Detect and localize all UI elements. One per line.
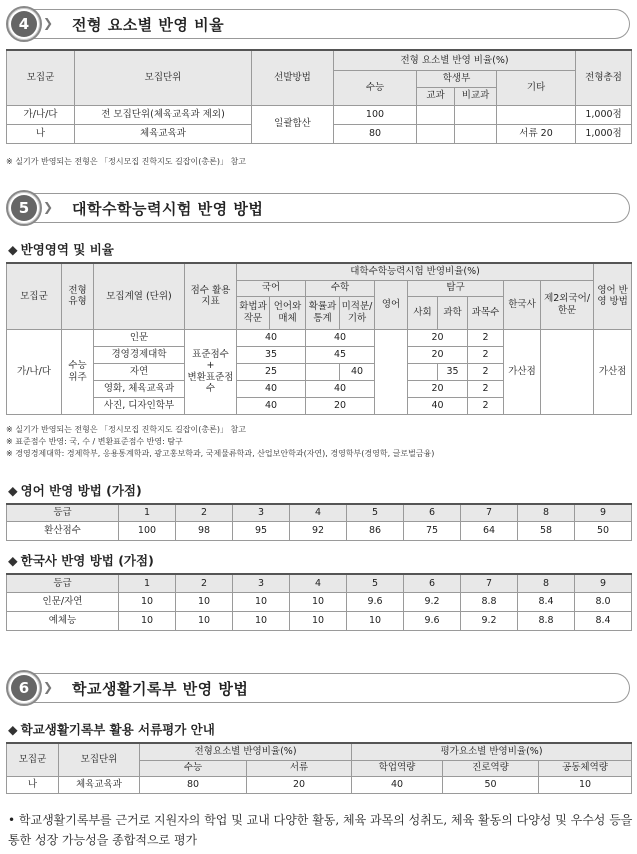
header-career: 진로역량: [443, 760, 539, 776]
section-title: 대학수학능력시험 반영 방법: [72, 200, 264, 218]
header-school: 학생부: [417, 70, 497, 87]
cell-korean: 35: [237, 346, 306, 363]
cell-math: 20: [306, 397, 375, 414]
header-field: 모집계열 (단위): [94, 263, 185, 329]
table-row: 예체능 10 10 10 10 10 9.6 9.2 8.8 8.4: [7, 611, 632, 630]
header-group: 모집군: [7, 743, 59, 776]
sub-heading-english: ◆ 영어 반영 방법 (가점): [8, 483, 142, 498]
cell-subject: [417, 105, 455, 124]
header-ratio: 대학수학능력시험 반영비율(%): [237, 263, 594, 280]
sub-heading-area-ratio: ◆ 반영영역 및 비율: [8, 242, 114, 257]
history-bonus-table: 등급 1 2 3 4 5 6 7 8 9 인문/자연 10 10 10 10 9.6 9.2 8.8 8.4 8.0 예체능 10 10 10 10 10 9.6 9.2 8.8 8.4: [6, 573, 632, 631]
table-row: [7, 329, 632, 346]
cell-score: 표준점수 + 변환표준점수: [185, 329, 237, 414]
cell-history: 가산점: [504, 329, 541, 414]
cell-subject: [417, 124, 455, 143]
cell-unit: 전 모집단위(체육교육과 제외): [75, 105, 252, 124]
table-row: 환산점수 100 98 95 92 86 75 64 58 50: [7, 521, 632, 540]
sec5-notes: ※ 실기가 반영되는 전형은 「정시모집 진학지도 길잡이(총론)」 참고 ※ 표준점수 반영: 국, 수 / 변환표준점수 반영: 탐구 ※ 경영경제대학: 경제학부, 응용통계학과, 광고홍보학과, 국제물류학과, 산업보안학과(자연), 경영학부(경영학, 글로벌금융): [6, 425, 435, 458]
header-ratio: 전형요소별 반영비율(%): [140, 743, 352, 760]
header-english: 영어: [375, 280, 408, 329]
cell-english: [375, 329, 408, 414]
sec4-note: ※ 실기가 반영되는 전형은 「정시모집 진학지도 길잡이(총론)」 참고: [6, 157, 246, 166]
header-i1: 사회: [408, 296, 438, 329]
sec5-suneung-table: [6, 262, 632, 415]
cell-math: 40: [306, 380, 375, 397]
cell-korean: 40: [237, 329, 306, 346]
arrow-bullet-icon: ◆: [8, 553, 18, 568]
header-academic: 학업역량: [352, 760, 443, 776]
cell-nonsubject: [455, 105, 497, 124]
cell-inquiry: 20: [408, 380, 468, 397]
header-k1: 화법과 작문: [237, 296, 270, 329]
cell-field: 경영경제대학: [94, 346, 185, 363]
cell-inquiry: 20: [408, 329, 468, 346]
header-type: 전형 유형: [62, 263, 94, 329]
cell-nonsubject: [455, 124, 497, 143]
sec6-bullet-text: • 학교생활기록부를 근거로 지원자의 학업 및 교내 다양한 활동, 체육 과목의 성취도, 체육 활동의 다양성 및 우수성 등을 통한 성장 가능성을 종합적으로 평가: [8, 813, 633, 847]
header-korean: 국어: [237, 280, 306, 296]
cell-count: 2: [468, 346, 504, 363]
cell-count: 2: [468, 380, 504, 397]
header-method: 선발방법: [252, 50, 334, 105]
cell-math: 40: [340, 363, 375, 380]
cell-foreign: [541, 329, 594, 414]
cell-group: 나: [7, 124, 75, 143]
cell-total: 1,000점: [576, 105, 632, 124]
header-inquiry: 탐구: [408, 280, 504, 296]
sec6-records-table: [6, 742, 632, 794]
header-i3: 과목수: [468, 296, 504, 329]
header-grade: 등급: [7, 504, 119, 521]
cell-suneung: 100: [334, 105, 417, 124]
header-m2: 미적분/ 기하: [340, 296, 375, 329]
cell-inquiry: 35: [438, 363, 468, 380]
cell-type: 수능 위주: [62, 329, 94, 414]
section-number-badge: 4: [6, 6, 42, 42]
cell-math: 45: [306, 346, 375, 363]
chevron-right-icon: ❯: [43, 680, 54, 694]
row-label: 인문/자연: [7, 592, 119, 611]
cell-inquiry: 40: [408, 397, 468, 414]
header-suneung: 수능: [140, 760, 247, 776]
cell-unit: 체육교육과: [75, 124, 252, 143]
header-foreign: 제2외국어/ 한문: [541, 280, 594, 329]
section-number-badge: 5: [6, 190, 42, 226]
arrow-bullet-icon: ◆: [8, 722, 18, 737]
cell-suneung: 80: [334, 124, 417, 143]
english-bonus-table: 등급 1 2 3 4 5 6 7 8 9 환산점수 100 98 95 92 86 75 64 58 50: [6, 503, 632, 541]
cell-count: 2: [468, 363, 504, 380]
cell-korean: 40: [237, 380, 306, 397]
header-i2: 과학: [438, 296, 468, 329]
header-group: 모집군: [7, 50, 75, 105]
cell-field: 사진, 디자인학부: [94, 397, 185, 414]
cell-group: 가/나/다: [7, 329, 62, 414]
row-label: 환산점수: [7, 521, 119, 540]
header-score: 점수 활용 지표: [185, 263, 237, 329]
section-6-header: [6, 670, 630, 706]
header-doc: 서류: [247, 760, 352, 776]
cell-eng-method: 가산점: [594, 329, 632, 414]
chevron-right-icon: ❯: [43, 16, 54, 30]
cell-math-empty: [306, 363, 340, 380]
cell-method: 일괄합산: [252, 105, 334, 143]
cell-korean: 25: [237, 363, 306, 380]
row-label: 예체능: [7, 611, 119, 630]
header-subject: 교과: [417, 87, 455, 105]
header-eval: 평가요소별 반영비율(%): [352, 743, 632, 760]
cell-count: 2: [468, 329, 504, 346]
cell-inquiry-empty: [408, 363, 438, 380]
table-row: [7, 105, 632, 124]
cell-field: 자연: [94, 363, 185, 380]
sub-heading-records: ◆ 학교생활기록부 활용 서류평가 안내: [8, 722, 215, 737]
header-ratio: 전형 요소별 반영 비율(%): [334, 50, 576, 70]
section-5-header: [6, 190, 630, 226]
header-k2: 언어와 매체: [270, 296, 306, 329]
cell-count: 2: [468, 397, 504, 414]
header-grade: 등급: [7, 574, 119, 592]
header-unit: 모집단위: [59, 743, 140, 776]
sub-heading-history: ◆ 한국사 반영 방법 (가점): [8, 553, 154, 568]
chevron-right-icon: ❯: [43, 200, 54, 214]
header-nonsubject: 비교과: [455, 87, 497, 105]
header-group: 모집군: [7, 263, 62, 329]
cell-field: 인문: [94, 329, 185, 346]
cell-math: 40: [306, 329, 375, 346]
section-4-header: [6, 6, 630, 42]
header-total: 전형총점: [576, 50, 632, 105]
table-row: 나 체육교육과 80 20 40 50 10: [7, 776, 632, 793]
cell-group: 가/나/다: [7, 105, 75, 124]
header-eng-method: 영어 반영 방법: [594, 263, 632, 329]
header-community: 공동체역량: [539, 760, 632, 776]
cell-inquiry: 20: [408, 346, 468, 363]
sec4-ratio-table: [6, 49, 632, 144]
cell-etc: [497, 105, 576, 124]
section-number-badge: 6: [6, 670, 42, 706]
header-unit: 모집단위: [75, 50, 252, 105]
section-title: 학교생활기록부 반영 방법: [72, 680, 249, 698]
cell-etc: 서류 20: [497, 124, 576, 143]
header-math: 수학: [306, 280, 375, 296]
header-m1: 확률과 통계: [306, 296, 340, 329]
cell-field: 영화, 체육교육과: [94, 380, 185, 397]
arrow-bullet-icon: ◆: [8, 242, 18, 257]
cell-korean: 40: [237, 397, 306, 414]
arrow-bullet-icon: ◆: [8, 483, 18, 498]
header-suneung: 수능: [334, 70, 417, 105]
section-title: 전형 요소별 반영 비율: [72, 16, 225, 34]
header-history: 한국사: [504, 280, 541, 329]
header-etc: 기타: [497, 70, 576, 105]
cell-total: 1,000점: [576, 124, 632, 143]
table-row: 인문/자연 10 10 10 10 9.6 9.2 8.8 8.4 8.0: [7, 592, 632, 611]
